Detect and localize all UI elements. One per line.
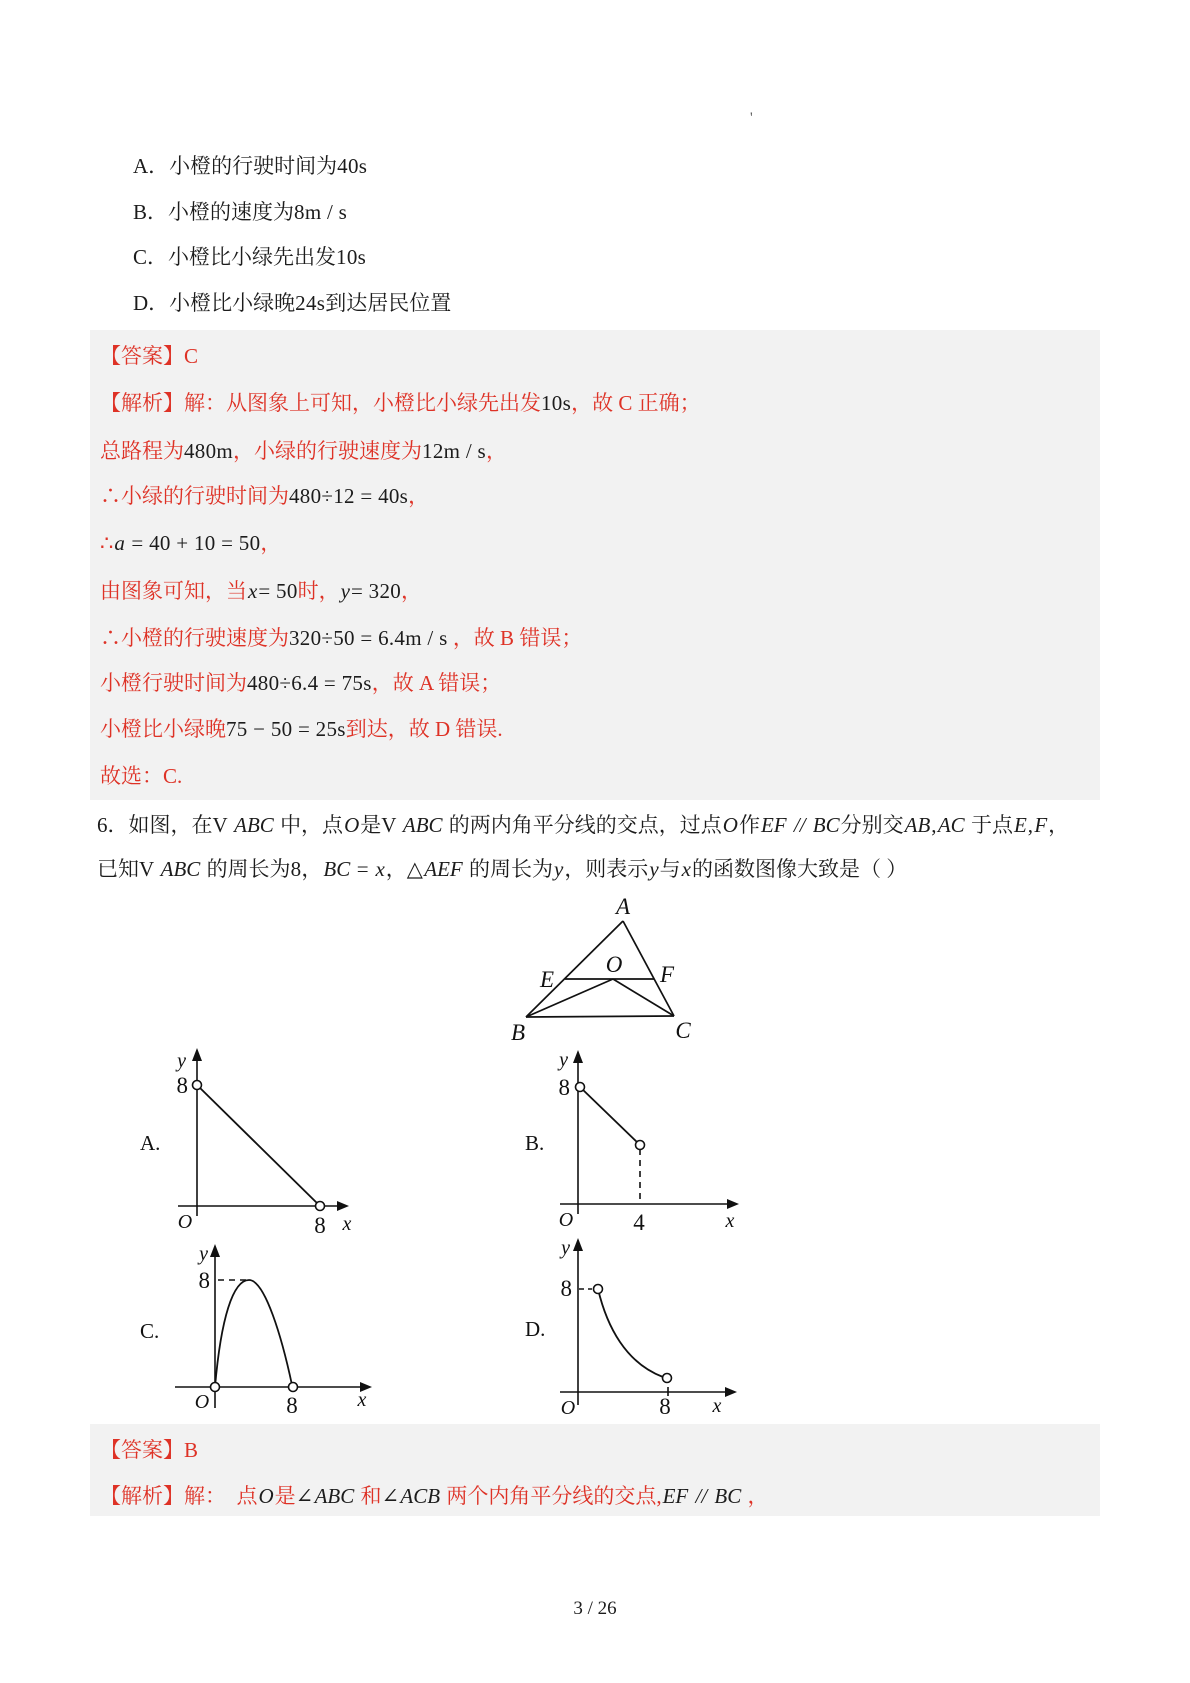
text-segment: ， bbox=[486, 439, 507, 463]
text-segment: 24s bbox=[295, 291, 326, 315]
text-segment: 10s bbox=[541, 391, 572, 415]
text-segment: 到达，故 D 错误. bbox=[345, 717, 503, 741]
vertex-label-c: C bbox=[675, 1018, 691, 1043]
graph-option-b bbox=[500, 1040, 750, 1240]
text-segment: ∴小橙的行驶速度为 bbox=[100, 626, 289, 650]
vertex-label-a: A bbox=[615, 894, 631, 919]
text-segment: 480÷6.4 = 75s bbox=[247, 671, 372, 695]
option-a bbox=[133, 153, 367, 179]
text-segment: B． bbox=[133, 200, 169, 224]
text-segment: 320÷50 = 6.4m / s bbox=[289, 626, 448, 650]
explanation-line bbox=[100, 670, 501, 696]
text-segment: 的两内角平分线的交点，过点 bbox=[443, 813, 722, 837]
text-segment: ∴小绿的行驶时间为 bbox=[100, 484, 289, 508]
open-point bbox=[289, 1383, 298, 1392]
open-point bbox=[576, 1083, 585, 1092]
text-segment: V bbox=[381, 813, 402, 837]
open-point bbox=[594, 1285, 603, 1294]
text-segment: // bbox=[690, 1484, 713, 1508]
text-segment: 中，点 bbox=[274, 813, 344, 837]
graph-label: A. bbox=[140, 1131, 161, 1155]
text-segment: E bbox=[1013, 813, 1027, 837]
text-segment: 40s bbox=[337, 154, 368, 178]
text-segment: 【答案】 bbox=[100, 1438, 184, 1462]
text-segment: 分别交 bbox=[840, 813, 904, 837]
text-segment: = 40 + 10 = 50 bbox=[125, 531, 261, 555]
text-segment: 【解析】解： bbox=[100, 1484, 226, 1508]
y-axis-label: y bbox=[199, 1243, 208, 1265]
open-point bbox=[636, 1141, 645, 1150]
origin-label: O bbox=[194, 1391, 210, 1413]
x-axis-arrow-icon bbox=[725, 1387, 737, 1397]
text-segment: y bbox=[553, 857, 564, 881]
y-axis-arrow-icon bbox=[573, 1050, 583, 1063]
text-segment: 480m bbox=[184, 439, 234, 463]
y-axis-label: y bbox=[177, 1050, 186, 1072]
open-point bbox=[211, 1383, 220, 1392]
answer-block-q6 bbox=[90, 1424, 1100, 1516]
text-segment: // bbox=[788, 813, 811, 837]
page-number: 3 / 26 bbox=[573, 1598, 617, 1619]
graph-option-a bbox=[130, 1040, 370, 1240]
text-segment: ABC bbox=[402, 813, 443, 837]
open-point bbox=[663, 1374, 672, 1383]
text-segment: 由图象可知，当 bbox=[100, 579, 247, 603]
x-axis-label: x bbox=[712, 1395, 722, 1417]
parabola-curve bbox=[215, 1280, 292, 1387]
text-segment: ，故 A 错误； bbox=[371, 671, 502, 695]
answer-block-q5 bbox=[90, 330, 1100, 800]
text-segment: ， bbox=[385, 857, 407, 881]
text-segment: 两个内角平分线的交点, bbox=[441, 1484, 662, 1508]
text-segment: 小橙行驶时间为 bbox=[100, 671, 247, 695]
text-segment: 的周长为 bbox=[201, 857, 291, 881]
text-segment: ， bbox=[260, 531, 282, 555]
triangle-figure bbox=[460, 890, 720, 1048]
text-segment: ABC bbox=[314, 1484, 355, 1508]
text-segment: ，则表示 bbox=[564, 857, 649, 881]
hyperbola-curve bbox=[598, 1289, 663, 1377]
text-segment: , bbox=[931, 813, 937, 837]
x-axis-arrow-icon bbox=[727, 1199, 739, 1209]
text-segment: 是 bbox=[274, 1484, 296, 1508]
text-segment: 作 bbox=[738, 813, 760, 837]
line-segment bbox=[197, 1085, 320, 1206]
text-segment: ABC bbox=[160, 857, 201, 881]
text-segment: 【解析】解：从图象上可知，小橙比小绿先出发 bbox=[100, 391, 541, 415]
y-tick-label: 8 bbox=[176, 1073, 188, 1098]
text-segment: ， bbox=[401, 579, 423, 603]
explanation-line bbox=[100, 438, 507, 464]
text-segment: ACB bbox=[400, 1484, 441, 1508]
text-segment: A． bbox=[133, 154, 170, 178]
text-segment: F bbox=[1034, 813, 1048, 837]
text-segment: EF bbox=[662, 1484, 689, 1508]
text-segment: 10s bbox=[336, 245, 367, 269]
text-segment: 小橙比小绿先出发 bbox=[168, 245, 337, 269]
text-segment: x bbox=[681, 857, 691, 881]
text-segment: 于点 bbox=[965, 813, 1013, 837]
point-label-e: E bbox=[539, 967, 555, 992]
open-point bbox=[316, 1202, 325, 1211]
text-segment: 是 bbox=[360, 813, 382, 837]
y-tick-label: 8 bbox=[198, 1268, 210, 1293]
text-segment: O bbox=[344, 813, 360, 837]
option-b bbox=[133, 199, 347, 225]
text-segment: 小橙的行驶时间为 bbox=[169, 154, 338, 178]
y-axis-label: y bbox=[559, 1049, 568, 1071]
text-segment: ，故 B 错误； bbox=[447, 626, 583, 650]
x-axis-arrow-icon bbox=[337, 1201, 349, 1211]
open-point bbox=[193, 1081, 202, 1090]
y-tick-label: 8 bbox=[560, 1276, 572, 1301]
question-6-line-2 bbox=[97, 856, 907, 882]
text-segment: ， bbox=[1048, 813, 1070, 837]
text-segment: O bbox=[722, 813, 738, 837]
text-segment: ， bbox=[408, 484, 430, 508]
explanation-line bbox=[100, 483, 429, 509]
origin-label: O bbox=[558, 1209, 574, 1231]
text-segment: BC bbox=[714, 1484, 742, 1508]
text-segment: C． bbox=[133, 245, 169, 269]
text-segment: △ bbox=[406, 857, 424, 881]
text-segment: 小橙比小绿晚 bbox=[100, 717, 226, 741]
text-segment: ∠ bbox=[381, 1484, 400, 1508]
text-segment: y bbox=[340, 579, 350, 603]
y-axis-arrow-icon bbox=[573, 1238, 583, 1251]
text-segment: O bbox=[258, 1484, 274, 1508]
text-segment: 8 bbox=[290, 857, 302, 881]
x-axis-label: x bbox=[725, 1210, 735, 1232]
x-tick-label: 8 bbox=[659, 1394, 671, 1419]
text-segment: 【答案】 bbox=[100, 344, 184, 368]
point-label-f: F bbox=[659, 962, 675, 987]
graph-option-c bbox=[130, 1240, 380, 1425]
text-segment: 和 bbox=[355, 1484, 382, 1508]
text-segment: 75 − 50 = 25s bbox=[226, 717, 346, 741]
x-tick-label: 8 bbox=[286, 1393, 298, 1418]
option-d bbox=[133, 290, 451, 316]
text-segment: = 50 bbox=[258, 579, 298, 603]
conclusion-line bbox=[100, 763, 182, 789]
x-axis-label: x bbox=[342, 1213, 352, 1235]
explanation-line bbox=[100, 625, 582, 651]
text-segment: 小橙的速度为 bbox=[168, 200, 295, 224]
text-segment: EF bbox=[760, 813, 787, 837]
graph-option-d bbox=[500, 1230, 750, 1425]
text-segment: AB bbox=[904, 813, 931, 837]
text-segment: 12m / s bbox=[422, 439, 486, 463]
text-segment: 的周长为 bbox=[463, 857, 553, 881]
question-6-line-1 bbox=[97, 812, 1069, 838]
x-tick-label: 8 bbox=[314, 1213, 326, 1238]
text-segment: ABC bbox=[234, 813, 274, 837]
graph-label: C. bbox=[140, 1319, 160, 1343]
text-segment: 总路程为 bbox=[100, 439, 184, 463]
text-segment: ∠ bbox=[295, 1484, 314, 1508]
explanation-line bbox=[100, 578, 422, 604]
answer-line bbox=[100, 1437, 198, 1463]
line-segment bbox=[580, 1087, 640, 1145]
x-tick-label: 4 bbox=[633, 1210, 645, 1235]
text-segment: 时， bbox=[297, 579, 340, 603]
text-segment: V bbox=[212, 813, 234, 837]
text-segment: 480÷12 = 40s bbox=[289, 484, 409, 508]
text-segment: a bbox=[114, 531, 125, 555]
point-label-o: O bbox=[605, 952, 623, 977]
text-segment: B bbox=[184, 1438, 199, 1462]
explanation-line bbox=[100, 1483, 769, 1509]
text-segment: 点 bbox=[226, 1484, 258, 1508]
text-segment: ，故 C 正确； bbox=[571, 391, 701, 415]
text-segment: ，小绿的行驶速度为 bbox=[233, 439, 423, 463]
text-segment: 到达居民位置 bbox=[325, 291, 452, 315]
text-segment: x bbox=[248, 579, 258, 603]
text-segment: 的函数图像大致是（ ） bbox=[691, 857, 908, 881]
explanation-line bbox=[100, 716, 503, 742]
text-segment: ， bbox=[742, 1484, 769, 1508]
text-segment: ， bbox=[301, 857, 323, 881]
text-segment: 与 bbox=[659, 857, 681, 881]
answer-line bbox=[100, 343, 198, 369]
stray-mark: ' bbox=[750, 110, 753, 126]
text-segment: , bbox=[1027, 813, 1034, 837]
option-c bbox=[133, 244, 366, 270]
text-segment: BC bbox=[812, 813, 840, 837]
origin-label: O bbox=[560, 1397, 576, 1419]
text-segment: C bbox=[184, 344, 199, 368]
text-segment: AC bbox=[937, 813, 965, 837]
explanation-line bbox=[100, 530, 281, 556]
text-segment: 6．如图，在 bbox=[97, 813, 213, 837]
text-segment: x bbox=[375, 857, 385, 881]
text-segment: 小橙比小绿晚 bbox=[169, 291, 296, 315]
text-segment: 8m / s bbox=[294, 200, 348, 224]
graph-label: D. bbox=[525, 1317, 546, 1341]
text-segment: D． bbox=[133, 291, 170, 315]
origin-label: O bbox=[177, 1211, 193, 1233]
vertex-label-b: B bbox=[510, 1020, 526, 1045]
y-axis-arrow-icon bbox=[210, 1244, 220, 1257]
x-axis-label: x bbox=[357, 1389, 367, 1411]
y-axis-arrow-icon bbox=[192, 1048, 202, 1061]
text-segment: V bbox=[139, 857, 160, 881]
graph-label: B. bbox=[525, 1131, 545, 1155]
text-segment: 已知 bbox=[97, 857, 139, 881]
explanation-line bbox=[100, 390, 701, 416]
text-segment: ∴ bbox=[100, 531, 114, 555]
y-tick-label: 8 bbox=[558, 1075, 570, 1100]
text-segment: BC bbox=[323, 857, 351, 881]
text-segment: = bbox=[351, 857, 375, 881]
y-axis-label: y bbox=[561, 1237, 570, 1259]
text-segment: = 320 bbox=[350, 579, 402, 603]
text-segment: 故选：C. bbox=[100, 764, 183, 788]
text-segment: AEF bbox=[424, 857, 463, 881]
text-segment: y bbox=[649, 857, 659, 881]
